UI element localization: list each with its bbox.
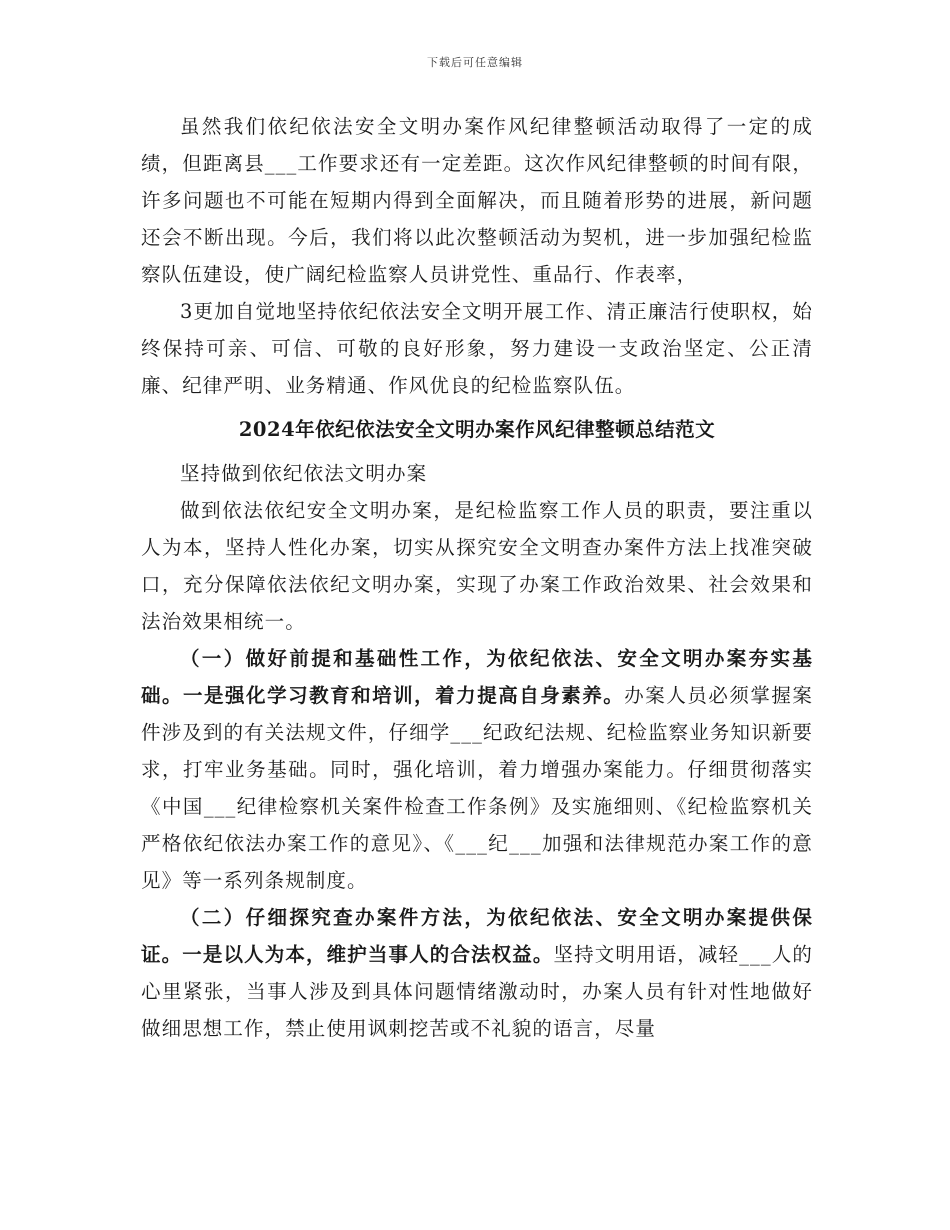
paragraph-2: 3更加自觉地坚持依纪依法安全文明开展工作、清正廉洁行使职权，始终保持可亲、可信、可敬的良好形象，努力建设一支政治坚定、公正清廉、纪律严明、业务精通、作风优良的纪检监察队伍。 bbox=[141, 300, 813, 397]
page-header-note: 下载后可任意编辑 bbox=[427, 56, 523, 69]
paragraph-6-text: 坚持文明用语，减轻___人的心里紧张，当事人涉及到具体问题情绪激动时，办案人员有针对性地做好做细思想工作，禁止使用讽刺挖苦或不礼貌的语言，尽量 bbox=[141, 943, 813, 1040]
paragraph-6 bbox=[141, 899, 813, 1047]
section-title: 2024年依纪依法安全文明办案作风纪律整顿总结范文 bbox=[238, 418, 716, 441]
paragraph-3: 坚持做到依纪依法文明办案 bbox=[180, 462, 428, 485]
paragraph-1: 虽然我们依纪依法安全文明办案作风纪律整顿活动取得了一定的成绩，但距离县___工作要求还有一定差距。这次作风纪律整顿的时间有限，许多问题也不可能在短期内得到全面解决，而且随着形势的进展，新问题还会不断出现。今后，我们将以此次整顿活动为契机，进一步加强纪检监察队伍建设，使广阔纪检监察人员讲党性、重品行、作表率， bbox=[141, 115, 813, 286]
paragraph-5-bold-lead: （一）做好前提和基础性工作，为依纪依法、安全文明办案夯实基础。一是强化学习教育和培训，着力提高自身素养。 bbox=[141, 647, 813, 707]
document-body bbox=[141, 108, 813, 1047]
paragraph-5-text: 办案人员必须掌握案件涉及到的有关法规文件，仔细学___纪政纪法规、纪检监察业务知识新要求，打牢业务基础。同时，强化培训，着力增强办案能力。仔细贯彻落实《中国___纪律检察机关案件检查工作条例》及实施细则、《纪检监察机关严格依纪依法办案工作的意见》、《___纪___加强和法律规范办案工作的意见》等一系列条规制度。 bbox=[141, 684, 813, 892]
paragraph-5 bbox=[141, 640, 813, 899]
paragraph-4: 做到依法依纪安全文明办案，是纪检监察工作人员的职责，要注重以人为本，坚持人性化办案，切实从探究安全文明查办案件方法上找准突破口，充分保障依法依纪文明办案，实现了办案工作政治效果、社会效果和法治效果相统一。 bbox=[141, 499, 813, 633]
paragraph-6-bold-lead: （二）仔细探究查办案件方法，为依纪依法、安全文明办案提供保证。一是以人为本，维护当事人的合法权益。 bbox=[141, 906, 813, 966]
